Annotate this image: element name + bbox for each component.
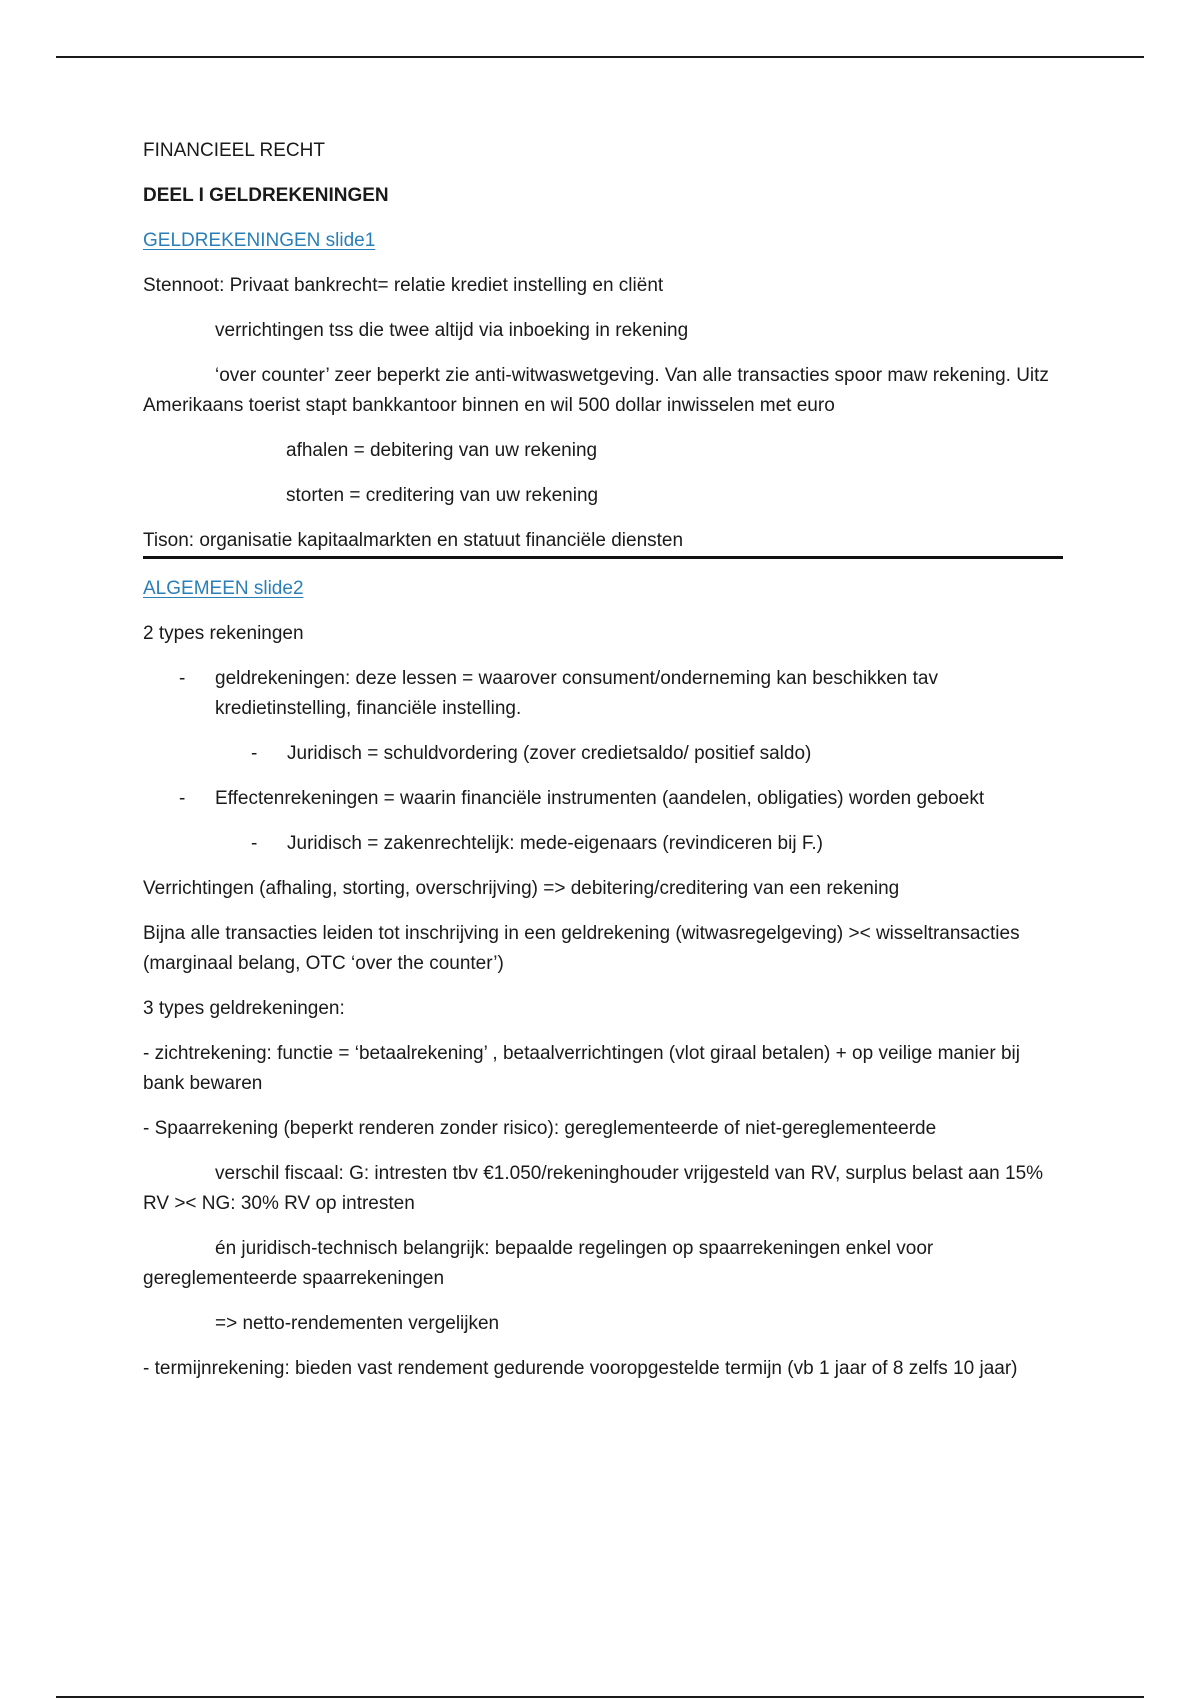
bullet-text: Juridisch = zakenrechtelijk: mede-eigenaars (revindiceren bij F.) <box>287 833 823 854</box>
paragraph-zichtrekening: - zichtrekening: functie = ‘betaalrekening’ , betaalverrichtingen (vlot giraal betalen) + op veilige manier bij bank bewaren <box>143 1043 1020 1094</box>
bullet-effectenrekeningen <box>143 784 1063 814</box>
paragraph-termijnrekening: - termijnrekening: bieden vast rendement gedurende vooropgestelde termijn (vb 1 jaar of 8 zelfs 10 jaar) <box>143 1358 1018 1379</box>
bullet-dash: - <box>251 743 258 764</box>
subbullet-juridisch-zakenrechtelijk <box>143 829 1063 859</box>
paragraph-storten: storten = creditering van uw rekening <box>286 485 599 506</box>
bullet-dash: - <box>179 668 186 689</box>
paragraph-stennoot: Stennoot: Privaat bankrecht= relatie krediet instelling en cliënt <box>143 275 664 296</box>
section2-link-paragraph <box>143 574 1063 604</box>
paragraph-verschil-fiscaal: verschil fiscaal: G: intresten tbv €1.050/rekeninghouder vrijgesteld van RV, surplus belast aan 15% RV >< NG: 30% RV op intresten <box>143 1163 1044 1214</box>
page-bottom-rule <box>56 1696 1144 1698</box>
section1-link[interactable]: GELDREKENINGEN slide1 <box>143 230 376 251</box>
paragraph-over-counter: ‘over counter’ zeer beperkt zie anti-witwaswetgeving. Van alle transacties spoor maw rekening. Uitz Amerikaans toerist stapt bankkantoor binnen en wil 500 dollar inwisselen met euro <box>143 365 1049 416</box>
part-heading: DEEL I GELDREKENINGEN <box>143 185 389 206</box>
paragraph-2-types: 2 types rekeningen <box>143 623 304 644</box>
paragraph-juridisch-technisch: én juridisch-technisch belangrijk: bepaalde regelingen op spaarrekeningen enkel voor gereglementeerde spaarrekeningen <box>143 1238 934 1289</box>
document-title: FINANCIEEL RECHT <box>143 140 325 161</box>
page-top-rule <box>56 56 1144 58</box>
paragraph-3-types: 3 types geldrekeningen: <box>143 998 345 1019</box>
bullet-text: geldrekeningen: deze lessen = waarover consument/onderneming kan beschikken tav kredietinstelling, financiële instelling. <box>215 668 938 719</box>
bullet-text: Effectenrekeningen = waarin financiële instrumenten (aandelen, obligaties) worden geboekt <box>215 788 985 809</box>
paragraph-bijna-alle-transacties: Bijna alle transacties leiden tot inschrijving in een geldrekening (witwasregelgeving) >< wisseltransacties (marginaal belang, OTC ‘over the counter’) <box>143 923 1020 974</box>
bullet-dash: - <box>179 788 186 809</box>
bullet-text: Juridisch = schuldvordering (zover credietsaldo/ positief saldo) <box>287 743 812 764</box>
paragraph-afhalen: afhalen = debitering van uw rekening <box>286 440 598 461</box>
paragraph-spaarrekening: - Spaarrekening (beperkt renderen zonder risico): gereglementeerde of niet-gereglementeerde <box>143 1118 937 1139</box>
section2-link[interactable]: ALGEMEEN slide2 <box>143 578 304 599</box>
paragraph-verrichtingen: verrichtingen tss die twee altijd via inboeking in rekening <box>215 320 689 341</box>
bullet-dash: - <box>251 833 258 854</box>
section1-link-paragraph <box>143 226 1063 256</box>
subbullet-juridisch-schuldvordering <box>143 739 1063 769</box>
document-body <box>143 136 1063 1399</box>
paragraph-netto-rendementen: => netto-rendementen vergelijken <box>215 1313 500 1334</box>
bullet-geldrekeningen <box>143 664 1063 724</box>
paragraph-verrichtingen-debitering: Verrichtingen (afhaling, storting, overschrijving) => debitering/creditering van een rekening <box>143 878 900 899</box>
paragraph-tison: Tison: organisatie kapitaalmarkten en statuut financiële diensten <box>143 526 1063 559</box>
